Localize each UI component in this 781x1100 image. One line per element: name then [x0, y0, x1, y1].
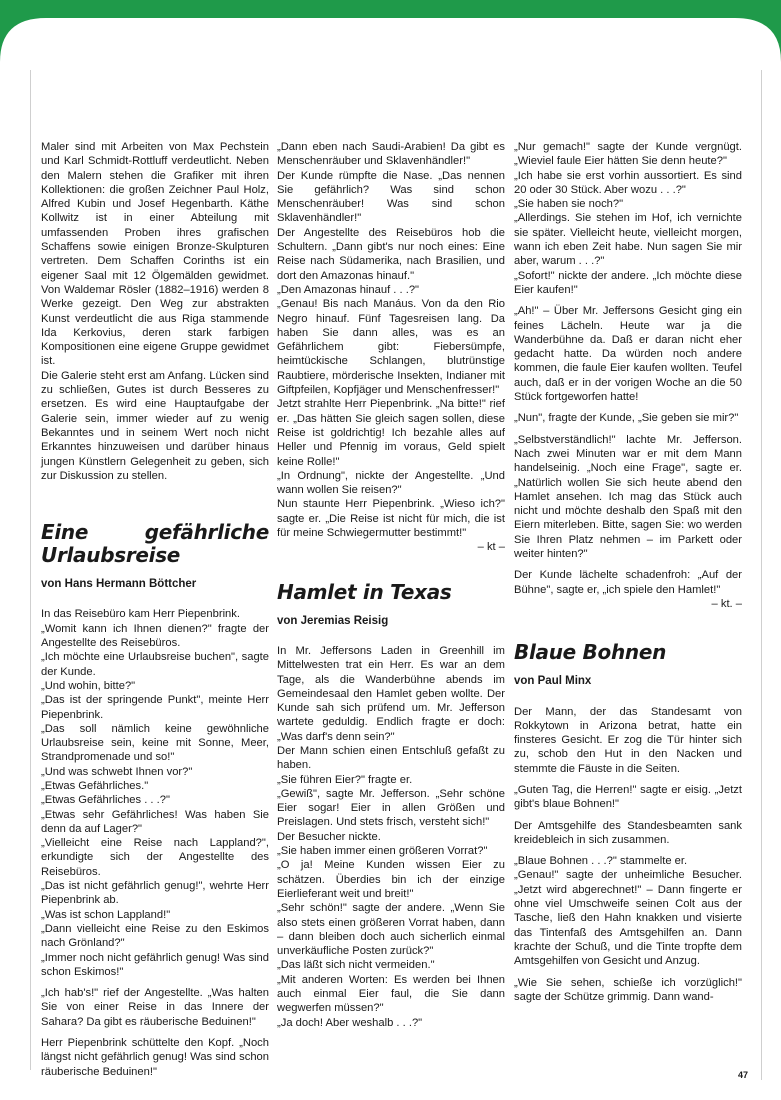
hamlet-body-col3 — [514, 140, 742, 611]
story-paragraph: „In Ordnung", nickte der Angestellte. „Und wann wollen Sie reisen?" — [277, 469, 505, 497]
story-paragraph: „Ich hab's!" rief der Angestellte. „Was halten Sie von einer Reise in das Innere der Sahara? Da gibt es räuberische Beduinen!" — [41, 987, 269, 1028]
story-paragraph: „Sie haben sie noch?" — [514, 198, 624, 211]
story-paragraph: „Und was schwebt Ihnen vor?" — [41, 765, 193, 778]
story-paragraph: Der Amtsgehilfe des Standesbeamten sank kreidebleich in sich zusammen. — [514, 819, 742, 846]
story-paragraph: Der Mann schien einen Entschluß gefaßt zu haben. — [277, 744, 505, 772]
left-margin-rule — [30, 70, 31, 1070]
story-paragraph: In Mr. Jeffersons Laden in Greenhill im Mittelwesten trat ein Herr. Es war an dem Tage, als die Wanderbühne abends im Gemeindesaal den Hamlet geben wollte. Der Kunde sah sich prüfend um. Mr. Jefferson wartete geduldig. Endlich fragte er doch: „Was darf's denn sein?" — [277, 644, 505, 743]
story-paragraph: „Etwas Gefährliches." — [41, 779, 149, 792]
bohnen-author: von Paul Minx — [514, 675, 592, 688]
story-paragraph: „Genau! Bis nach Manáus. Von da den Rio Negro hinauf. Fünf Tagesreisen lang. Da haben Sie dann alles, was es an Gefährlichem gibt: Fiebersümpfe, heimtückische Schlangen, blutrünstige Raubtiere, mörderische Insekten, Indianer mit Giftpfeilen, Kopfjäger und Menschenfresser!" — [277, 298, 505, 397]
urlaubsreise-body-col1 — [41, 607, 269, 1079]
gallery-article — [41, 140, 269, 483]
header-arch — [0, 0, 781, 70]
page-number: 47 — [738, 1070, 749, 1080]
story-paragraph: „Sie führen Eier?" fragte er. — [277, 773, 413, 786]
story-paragraph: „Und wohin, bitte?" — [41, 679, 136, 692]
story-paragraph: Der Kunde rümpfte die Nase. „Das nennen Sie gefährlich? Was sind schon Menschenräuber! Was sind schon Sklavenhändler!" — [277, 169, 505, 225]
story-paragraph: „Sofort!" nickte der andere. „Ich möchte diese Eier kaufen!" — [514, 269, 742, 296]
story-paragraph: „Sie haben immer einen größeren Vorrat?" — [277, 845, 488, 858]
story-paragraph: Nun staunte Herr Piepenbrink. „Wieso ich?" sagte er. „Die Reise ist nicht für mich, die ist für meine Schwiegermutter bestimmt!" — [277, 498, 505, 540]
story-paragraph: Der Angestellte des Reisebüros hob die Schultern. „Dann gibt's nur noch eines: Eine Reise nach Südamerika, nach Brasilien, und dort den Amazonas hinauf." — [277, 226, 505, 282]
story-paragraph: „Das läßt sich nicht vermeiden." — [277, 959, 435, 972]
story-paragraph: „Ich möchte eine Urlaubsreise buchen", sagte der Kunde. — [41, 651, 269, 678]
bohnen-title: Blaue Bohnen — [514, 640, 667, 665]
story-paragraph: „Ah!" – Über Mr. Jeffersons Gesicht ging ein feines Lächeln. Heute war ja die Wanderbühne da. Daß er daran nicht eher gedacht hatte. Da würden noch andere kommen, die faule Eier kaufen wollten. Teufel auch, daß er in der vorigen Woche an die 50 Stück fortgeworfen hatte! — [514, 305, 742, 404]
story-paragraph: „Den Amazonas hinauf . . .?" — [277, 283, 420, 296]
story-paragraph: In das Reisebüro kam Herr Piepenbrink. — [41, 608, 240, 621]
story-paragraph: „Selbstverständlich!" lachte Mr. Jefferson. Nach zwei Minuten war er mit dem Mann handelseinig. „Noch eine Frage", sagte er. „Natürlich wollen Sie sich heute abend den Hamlet ansehen. Ich mag das Stück auch nicht und möchte deshalb den Spaß mit den Eiern miterleben. Bitte, sagen Sie: wo werden Sie Ihren Platz nehmen – im Parkett oder weiter hinten?" — [514, 433, 742, 561]
story-paragraph: „Immer noch nicht gefährlich genug! Was sind schon Eskimos!" — [41, 951, 269, 978]
column-1 — [41, 140, 269, 1079]
story-paragraph: „Genau!" sagte der unheimliche Besucher. „Jetzt wird abgerechnet!" – Dann fingerte er ohne viel Umschweife seinen Colt aus der Tasche, ließ den Hahn knakken und visierte das Tintenfaß des Amtsgehilfen an. Dann krachte der Schuß, und die Tinte tropfte dem Amtsgehilfen von Gesicht und Anzug. — [514, 869, 742, 968]
header-band — [0, 0, 781, 70]
hamlet-author: von Jeremias Reisig — [277, 614, 389, 627]
urlaubsreise-title: Eine gefährliche Urlaubsreise — [41, 520, 269, 568]
story-paragraph: „Nun", fragte der Kunde, „Sie geben sie mir?" — [514, 412, 739, 425]
story-paragraph: „Das ist der springende Punkt", meinte Herr Piepenbrink. — [41, 694, 269, 721]
right-margin-rule — [761, 70, 762, 1080]
story-paragraph: Herr Piepenbrink schüttelte den Kopf. „Noch längst nicht gefährlich genug! Was sind schon räuberische Beduinen!" — [41, 1037, 269, 1078]
story-paragraph: „Allerdings. Sie stehen im Hof, ich vernichte sie später. Vielleicht heute, vielleicht morgen, wann ich eben Zeit habe. Nun sagen Sie mir aber, warum . . .?" — [514, 212, 742, 268]
story-paragraph: Jetzt strahlte Herr Piepenbrink. „Na bitte!" rief er. „Das hätten Sie gleich sagen sollen, diese Reise ist goldrichtig! Ich bezahle alles auf Heller und Pfennig im voraus, Geld spielt keine Rolle!" — [277, 398, 505, 468]
hamlet-body-col2 — [277, 644, 505, 1030]
story-paragraph: „Womit kann ich Ihnen dienen?" fragte der Angestellte des Reisebüros. — [41, 622, 269, 650]
story-paragraph: „Ich habe sie erst vorhin aussortiert. Es sind 20 oder 30 Stück. Aber wozu . . .?" — [514, 169, 742, 196]
story-paragraph: „Wie Sie sehen, schieße ich vorzüglich!" sagte der Schütze grimmig. Dann wand- — [514, 976, 742, 1003]
story-paragraph: „Nur gemach!" sagte der Kunde vergnügt. „Wieviel faule Eier hätten Sie denn heute?" — [514, 141, 742, 168]
story-paragraph: „Guten Tag, die Herren!" sagte er eisig. „Jetzt gibt's blaue Bohnen!" — [514, 783, 742, 811]
story-paragraph: „Mit anderen Worten: Es werden bei Ihnen auch einmal Eier faul, die Sie dann wegwerfen müssen?" — [277, 973, 505, 1015]
story-paragraph: „O ja! Meine Kunden wissen Eier zu schätzen. Überdies bin ich der einzige Eierlieferant weit und breit!" — [277, 859, 505, 900]
column-3 — [514, 140, 742, 1004]
story-paragraph: „Das ist nicht gefährlich genug!", wehrte Herr Piepenbrink ab. — [41, 880, 269, 907]
story-paragraph: „Etwas sehr Gefährliches! Was haben Sie denn da auf Lager?" — [41, 808, 269, 835]
story-paragraph: „Vielleicht eine Reise nach Lappland?", erkundigte sich der Angestellte des Reisebüros. — [41, 837, 269, 878]
story-paragraph: „Dann eben nach Saudi-Arabien! Da gibt es Menschenräuber und Sklavenhändler!" — [277, 141, 505, 168]
hamlet-signature: – kt. – — [711, 597, 742, 610]
story-paragraph: Der Besucher nickte. — [277, 830, 381, 843]
story-paragraph: Der Kunde lächelte schadenfroh: „Auf der Bühne", sagte er, „ich spiele den Hamlet!" — [514, 569, 742, 596]
hamlet-title: Hamlet in Texas — [277, 579, 452, 604]
urlaubsreise-signature: – kt – — [477, 541, 505, 554]
story-paragraph: Der Mann, der das Standesamt von Rokkytown in Arizona betrat, hatte ein finsteres Gesicht. Er zog die Tür hinter sich zu, schob den Hut in den Nacken und stemmte die Fäuste in die Seiten. — [514, 705, 742, 775]
bohnen-body — [514, 705, 742, 1005]
story-paragraph: „Dann vielleicht eine Reise zu den Eskimos nach Grönland?" — [41, 922, 269, 950]
gallery-paragraph: Die Galerie steht erst am Anfang. Lücken sind zu schließen, Gutes ist durch Besseres zu ersetzen. Es wird eine Hauptaufgabe der Galerie sein, immer wieder auf zu wenig Bekanntes und in seinem Wert noch nicht Erkanntes hinzuweisen und darüber hinaus jungen Künstlern Gelegenheit zu geben, sich zur Diskussion zu stellen. — [41, 369, 269, 482]
gallery-paragraph: Maler sind mit Arbeiten von Max Pechstein und Karl Schmidt-Rottluff verdeutlicht. Neben den Malern stehen die Grafiker mit ihren Kollektionen: die großen Zeichner Paul Holz, Alfred Kubin und Josef Hegenbarth. Käthe Kollwitz ist in einer Abteilung mit umfassenden Proben ihres grafischen Schaffens sowie einigen Bronze-Skulpturen vertreten. Dem Schaffen Corinths ist ein eigener Saal mit 12 Ölgemälden gewidmet. Von Waldemar Rösler (1882–1916) werden 8 Werke gezeigt. Den Weg zur abstrakten Kunst verdeutlicht die aus Riga stammende Ida Kerkovius, deren stark farbigen Kompositionen eine eigene Gruppe gewidmet ist. — [41, 141, 269, 368]
story-paragraph: „Gewiß", sagte Mr. Jefferson. „Sehr schöne Eier sogar! Eier in allen Größen und Preislagen. Und stets frisch, versteht sich!" — [277, 787, 505, 829]
story-paragraph: „Blaue Bohnen . . .?" stammelte er. — [514, 855, 688, 868]
column-2 — [277, 140, 505, 1030]
story-paragraph: „Etwas Gefährliches . . .?" — [41, 794, 170, 807]
story-paragraph: „Was ist schon Lappland!" — [41, 908, 171, 921]
urlaubsreise-author: von Hans Hermann Böttcher — [41, 578, 197, 591]
story-paragraph: „Das soll nämlich keine gewöhnliche Urlaubsreise sein, keine mit Sonne, Meer, Strandpromenade und so!" — [41, 722, 269, 764]
story-paragraph: „Ja doch! Aber weshalb . . .?" — [277, 1016, 423, 1029]
story-paragraph: „Sehr schön!" sagte der andere. „Wenn Sie also stets einen größeren Vorrat haben, dann – dann bleiben doch auch sicherlich einmal unverkäufliche Posten zurück?" — [277, 902, 505, 958]
urlaubsreise-body-col2 — [277, 140, 505, 555]
